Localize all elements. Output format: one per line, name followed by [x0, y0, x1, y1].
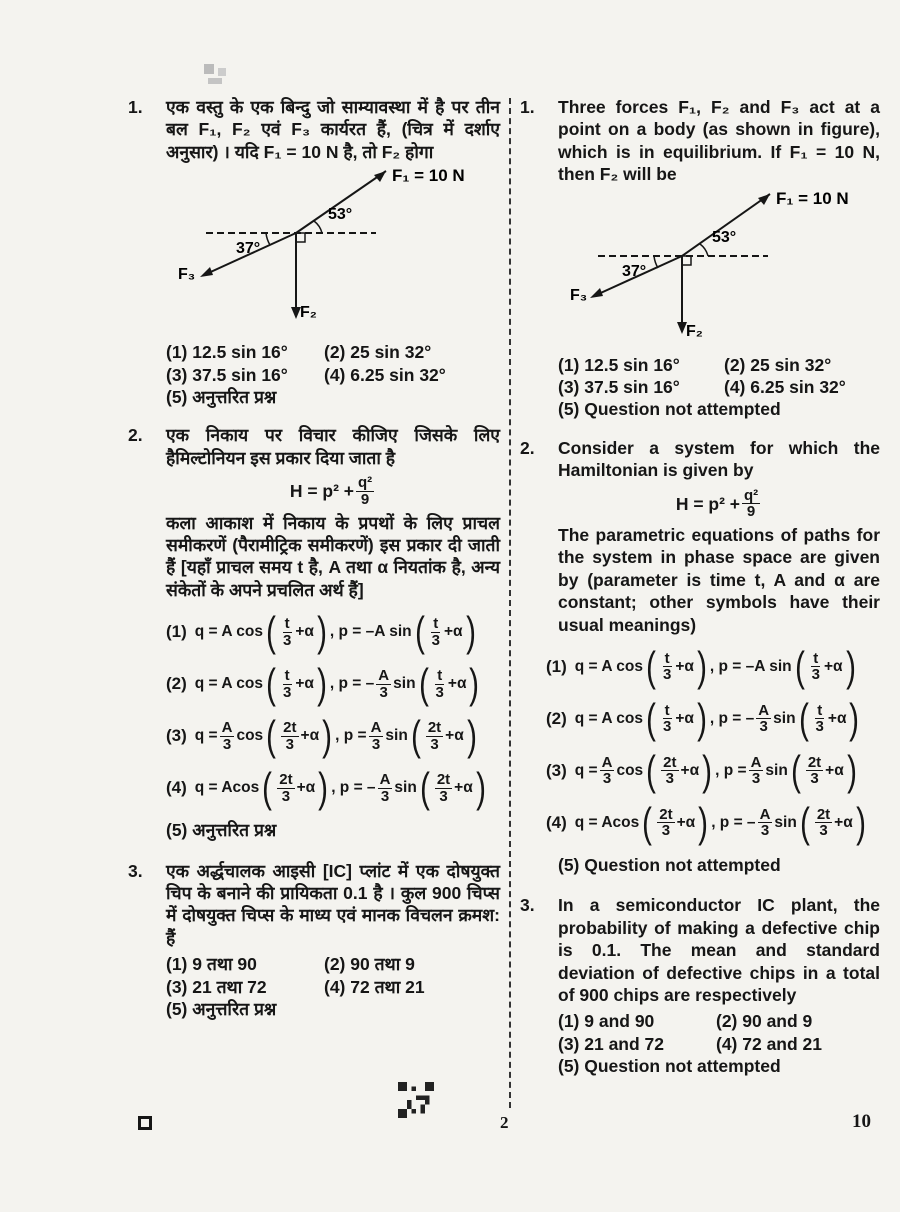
angle-37-label: 37°	[236, 240, 261, 258]
p-function: sin	[765, 762, 788, 780]
f2-label: F₂	[300, 304, 317, 322]
fraction-denominator: 3	[810, 770, 819, 788]
fraction-numerator: A	[370, 718, 382, 736]
equation-option[interactable]	[546, 694, 880, 742]
fraction-denominator: 3	[602, 770, 612, 788]
p-expression: , p =	[715, 762, 747, 780]
fraction-denominator: 3	[285, 735, 295, 753]
right-paren: )	[469, 660, 480, 708]
option[interactable]: (1) 9 and 90	[558, 1011, 655, 1032]
right-paren: )	[475, 764, 486, 812]
q-expression: q =	[194, 727, 218, 745]
left-paren: (	[790, 746, 801, 794]
fraction-numerator: t	[284, 614, 290, 632]
fraction-numerator: 2t	[436, 770, 451, 788]
fraction-numerator: A	[759, 805, 771, 823]
q-phase: +α	[675, 658, 694, 676]
p-phase: +α	[447, 675, 467, 693]
option-label: (3)	[166, 726, 187, 746]
fraction	[810, 651, 822, 684]
fraction-denominator: 3	[815, 718, 824, 736]
option[interactable]: (3) 37.5 sin 16°	[166, 364, 288, 385]
right-paren: )	[702, 746, 713, 794]
fraction	[281, 720, 298, 753]
option-label: (4)	[546, 813, 567, 833]
option[interactable]: (5) Question not attempted	[558, 854, 781, 875]
footer-square-icon	[138, 1116, 152, 1130]
equation-option[interactable]	[166, 608, 500, 656]
fraction-denominator: 9	[360, 490, 370, 508]
qr-code-icon	[397, 1082, 435, 1118]
option[interactable]: (5) Question not attempted	[558, 1056, 781, 1077]
english-question-1	[520, 96, 880, 421]
p-phase: +α	[825, 762, 844, 780]
fraction-numerator: t	[284, 666, 290, 684]
force-diagram	[558, 190, 880, 350]
option[interactable]: (2) 90 तथा 9	[324, 954, 415, 975]
option[interactable]: (1) 12.5 sin 16°	[558, 354, 680, 375]
right-paren: )	[845, 642, 856, 690]
question-number: 3.	[520, 895, 535, 916]
right-paren: )	[697, 694, 707, 742]
fraction-denominator: 3	[371, 735, 381, 753]
fraction-numerator: t	[664, 649, 670, 667]
fraction-denominator: 3	[751, 770, 761, 788]
p-function: sin	[393, 675, 416, 693]
question-stem: Three forces F₁, F₂ and F₃ act at a point on a body (as shown in figure), which is in equilibrium. If F₁ = 10 N, then F₂ will be	[558, 97, 880, 185]
fraction	[749, 755, 764, 788]
angle-53-label: 53°	[712, 228, 737, 246]
left-paren: (	[410, 712, 421, 760]
right-paren: )	[698, 798, 709, 846]
p-phase: +α	[454, 779, 473, 797]
fraction-numerator: t	[437, 666, 443, 684]
equation-options	[546, 642, 880, 846]
left-paren: (	[646, 694, 656, 742]
options-list	[558, 1010, 880, 1077]
fraction	[426, 720, 443, 753]
right-paren: )	[317, 608, 327, 656]
fraction	[815, 807, 832, 840]
q-phase: +α	[295, 675, 314, 693]
p-phase: +α	[445, 727, 464, 745]
page-number-right: 10	[852, 1111, 871, 1132]
hamiltonian-equation	[558, 488, 880, 521]
fraction-numerator: q²	[358, 474, 373, 492]
fraction	[661, 755, 678, 788]
p-expression: , p = –	[711, 814, 756, 832]
equation-option[interactable]	[166, 712, 500, 760]
fraction-denominator: 3	[222, 735, 232, 753]
fraction-numerator: A	[221, 718, 233, 736]
fraction	[369, 720, 384, 753]
fraction-numerator: 2t	[283, 718, 297, 736]
fraction	[661, 651, 673, 684]
question-stem: एक वस्तु के एक बिन्दु जो साम्यावस्था में है पर तीन बल F₁, F₂ एवं F₃ कार्यरत हैं, (चित्र में दर्शाए अनुसार) । यदि F₁ = 10 N है, तो F₂ होगा	[166, 97, 500, 162]
option[interactable]: (5) अनुत्तरित प्रश्न	[166, 386, 277, 407]
q-function: cos	[616, 762, 644, 780]
q-phase: +α	[680, 762, 700, 780]
option[interactable]: (5) अनुत्तरित प्रश्न	[166, 820, 277, 841]
q-expression: q = Acos	[194, 779, 260, 797]
q-expression: q = A cos	[194, 623, 263, 641]
p-expression: , p = –	[709, 710, 755, 728]
option[interactable]: (5) Question not attempted	[558, 399, 781, 420]
fraction-numerator: 2t	[659, 805, 673, 823]
fraction-numerator: q²	[744, 486, 759, 504]
hamiltonian-equation	[166, 475, 500, 508]
p-expression: , p = –	[329, 675, 375, 693]
left-paren: (	[419, 764, 430, 812]
fraction-denominator: 3	[282, 683, 292, 701]
fraction	[758, 807, 773, 840]
hamiltonian-lhs: H = p² +	[675, 493, 740, 514]
p-function: sin	[394, 779, 417, 797]
p-function: sin	[773, 710, 796, 728]
f2-label: F₂	[686, 322, 703, 340]
fraction	[600, 755, 615, 788]
angle-53-label: 53°	[328, 206, 353, 224]
force-diagram-svg	[166, 167, 496, 337]
fraction-denominator: 3	[760, 822, 770, 840]
equation-option[interactable]	[546, 798, 880, 846]
english-question-2	[520, 437, 880, 877]
fraction-numerator: 2t	[807, 753, 822, 771]
q-phase: +α	[295, 623, 314, 641]
left-paren: (	[646, 746, 657, 794]
option[interactable]: (3) 21 and 72	[558, 1033, 665, 1054]
english-question-3	[520, 894, 880, 1077]
fraction-numerator: 2t	[427, 718, 442, 736]
question-stem-continued: कला आकाश में निकाय के प्रपथों के लिए प्राचल समीकरणें (पैरामीट्रिक समीकरणें) इस प्रकार दी जाती हैं [यहाँ प्राचल समय t है, A तथा α नियतांक है, अन्य संकेतों के अपने प्रचलित अर्थ हैं]	[166, 512, 500, 600]
fraction-denominator: 3	[759, 718, 768, 736]
question-stem: Consider a system for which the Hamiltonian is given by	[558, 437, 880, 481]
left-paren: (	[794, 642, 805, 690]
left-paren: (	[418, 660, 429, 708]
p-expression: , p =	[335, 727, 367, 745]
fraction-denominator: 3	[282, 631, 292, 649]
fraction	[430, 616, 442, 649]
fraction-denominator: 3	[665, 770, 675, 788]
left-paren: (	[798, 694, 809, 742]
question-stem: In a semiconductor IC plant, the probability of making a defective chip is 0.1. The mean and standard deviation of defective chips in a total of 900 chips are respectively	[558, 895, 880, 1005]
fraction-denominator: 3	[435, 683, 444, 701]
p-expression: , p = –A sin	[709, 658, 792, 676]
option[interactable]: (2) 90 and 9	[716, 1011, 813, 1032]
option-label: (4)	[166, 778, 187, 798]
option-label: (1)	[546, 657, 567, 677]
fraction-denominator: 3	[379, 683, 388, 701]
option[interactable]: (5) अनुत्तरित प्रश्न	[166, 998, 277, 1019]
page-number-center: 2	[500, 1113, 509, 1132]
question-number: 2.	[128, 425, 143, 446]
fraction-numerator: 2t	[663, 753, 677, 771]
options-list	[558, 354, 880, 421]
fraction-denominator: 3	[661, 822, 671, 840]
option[interactable]: (4) 72 and 21	[716, 1033, 823, 1054]
fraction	[356, 475, 374, 508]
equation-options	[166, 608, 500, 812]
left-paren: (	[642, 798, 653, 846]
right-paren: )	[322, 712, 333, 760]
english-column	[520, 96, 880, 1089]
fraction-denominator: 3	[662, 666, 672, 684]
equation-option[interactable]	[546, 746, 880, 794]
question-number: 1.	[128, 97, 143, 117]
fraction-denominator: 9	[746, 503, 756, 521]
option-label: (2)	[166, 674, 187, 694]
left-paren: (	[266, 712, 277, 760]
q-phase: +α	[296, 779, 316, 797]
fraction-numerator: t	[813, 649, 819, 667]
question-number: 3.	[128, 860, 143, 881]
fraction	[435, 772, 452, 805]
option[interactable]: (4) 72 तथा 21	[324, 976, 425, 997]
f3-label: F₃	[178, 266, 196, 284]
q-expression: q = A cos	[194, 675, 263, 693]
fraction	[756, 703, 771, 736]
question-stem-continued: The parametric equations of paths for the system in phase space are given by (parameter is time t, A and α are constant; other symbols have their usual meanings)	[558, 525, 880, 635]
q-function: cos	[236, 727, 264, 745]
q-expression: q = Acos	[574, 814, 640, 832]
fraction-numerator: A	[378, 666, 390, 684]
fraction	[281, 616, 293, 649]
q-expression: q = A cos	[574, 658, 643, 676]
column-divider	[509, 98, 511, 1108]
fraction	[376, 668, 391, 701]
right-paren: )	[846, 746, 857, 794]
fraction	[434, 668, 446, 701]
option[interactable]: (1) 12.5 sin 16°	[166, 342, 288, 363]
question-number: 1.	[520, 97, 535, 117]
option[interactable]: (2) 25 sin 32°	[324, 342, 432, 363]
p-expression: , p = –	[331, 779, 376, 797]
q-phase: +α	[676, 814, 696, 832]
fraction-denominator: 3	[380, 787, 390, 805]
fraction	[281, 668, 293, 701]
f1-label: F₁ = 10 N	[776, 189, 849, 208]
option[interactable]: (3) 21 तथा 72	[166, 976, 267, 997]
fraction	[661, 703, 673, 736]
option[interactable]: (4) 6.25 sin 32°	[324, 364, 446, 385]
fraction-numerator: 2t	[816, 805, 831, 823]
option[interactable]: (3) 37.5 sin 16°	[558, 376, 680, 397]
f3-label: F₃	[570, 286, 588, 304]
fraction	[657, 807, 674, 840]
fraction-denominator: 3	[281, 787, 291, 805]
option-label: (3)	[546, 761, 567, 781]
fraction	[378, 772, 393, 805]
f1-label: F₁ = 10 N	[392, 167, 465, 186]
question-number: 2.	[520, 437, 535, 458]
fraction-denominator: 3	[819, 822, 828, 840]
right-paren: )	[697, 642, 707, 690]
p-phase: +α	[443, 623, 463, 641]
hamiltonian-lhs: H = p² +	[289, 481, 354, 502]
p-function: sin	[385, 727, 408, 745]
option[interactable]: (2) 25 sin 32°	[724, 354, 832, 375]
equation-option[interactable]	[166, 764, 500, 812]
fraction	[277, 772, 294, 805]
left-paren: (	[799, 798, 810, 846]
p-expression: , p = –A sin	[329, 623, 412, 641]
fraction-numerator: A	[601, 753, 613, 771]
force-diagram-svg	[558, 190, 878, 350]
question-stem: एक अर्द्धचालक आइसी [IC] प्लांट में एक दोषयुक्त चिप के बनाने की प्रायिकता 0.1 है । कुल 900 चिप्स में दोषयुक्त चिप्स के माध्य एवं मानक विचलन क्रमश: हैं	[166, 860, 500, 948]
hindi-question-3	[128, 860, 500, 1021]
fraction-denominator: 3	[811, 666, 820, 684]
equation-option[interactable]	[166, 660, 500, 708]
fraction-numerator: A	[750, 753, 762, 771]
scan-artifact-icon	[200, 60, 240, 90]
right-paren: )	[465, 608, 476, 656]
p-function: sin	[774, 814, 797, 832]
p-phase: +α	[823, 658, 843, 676]
q-expression: q =	[574, 762, 598, 780]
q-phase: +α	[675, 710, 694, 728]
left-paren: (	[266, 660, 276, 708]
q-expression: q = A cos	[574, 710, 643, 728]
equation-option[interactable]	[546, 642, 880, 690]
hindi-question-1	[128, 96, 500, 408]
fraction-numerator: t	[433, 614, 439, 632]
p-phase: +α	[827, 710, 847, 728]
right-paren: )	[855, 798, 866, 846]
fraction-denominator: 3	[430, 735, 439, 753]
fraction-denominator: 3	[431, 631, 440, 649]
options-list	[166, 341, 500, 408]
left-paren: (	[646, 642, 656, 690]
fraction-numerator: A	[379, 770, 391, 788]
option[interactable]: (4) 6.25 sin 32°	[724, 376, 846, 397]
q-phase: +α	[300, 727, 320, 745]
option-label: (2)	[546, 709, 567, 729]
hindi-column	[128, 96, 500, 1032]
force-diagram	[166, 167, 500, 337]
fraction-numerator: 2t	[279, 770, 293, 788]
fraction	[814, 703, 826, 736]
hindi-question-2	[128, 424, 500, 841]
fraction-denominator: 3	[439, 787, 448, 805]
fraction-numerator: t	[664, 701, 670, 719]
fraction-denominator: 3	[662, 718, 672, 736]
fraction	[742, 488, 760, 521]
right-paren: )	[849, 694, 860, 742]
right-paren: )	[318, 764, 329, 812]
question-stem: एक निकाय पर विचार कीजिए जिसके लिए हैमिल्टोनियन इस प्रकार दिया जाता है	[166, 425, 500, 468]
option-label: (1)	[166, 622, 187, 642]
fraction-numerator: t	[817, 701, 823, 719]
option[interactable]: (1) 9 तथा 90	[166, 954, 257, 975]
fraction-numerator: A	[758, 701, 770, 719]
right-paren: )	[466, 712, 477, 760]
fraction	[806, 755, 823, 788]
fraction	[220, 720, 235, 753]
angle-37-label: 37°	[622, 262, 647, 280]
p-phase: +α	[834, 814, 853, 832]
right-paren: )	[317, 660, 327, 708]
left-paren: (	[262, 764, 273, 812]
left-paren: (	[414, 608, 425, 656]
left-paren: (	[266, 608, 276, 656]
options-list	[166, 953, 500, 1020]
